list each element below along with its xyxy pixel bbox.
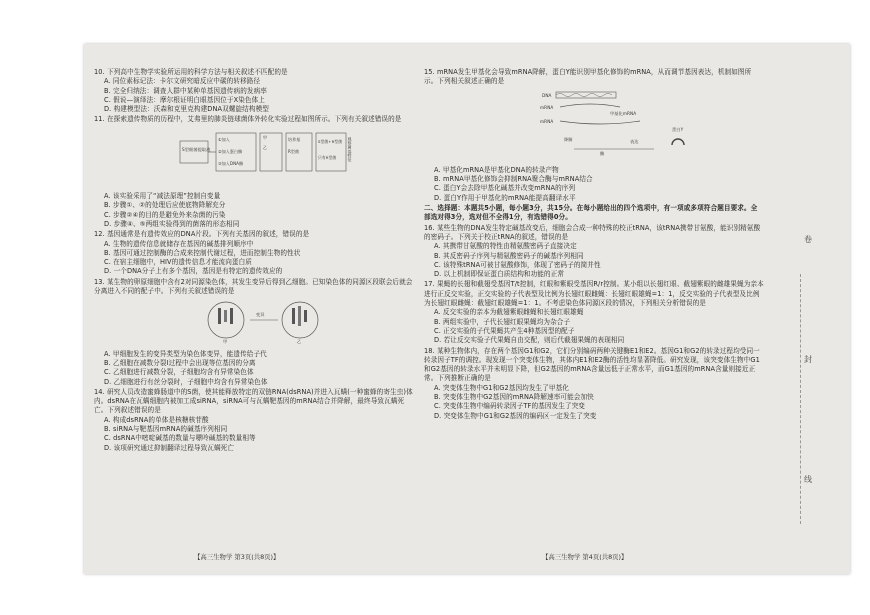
option-c: C. 在宿主细胞中，HIV的遗传信息才能流向蛋白质 <box>104 258 252 267</box>
option-d: D. 蛋白Y作用于甲基化的mRNA能提高翻译水平 <box>434 193 576 202</box>
option-b: B. 两组实验中，子代长翅红眼果蝇均为杂合子 <box>434 317 571 326</box>
section-2-instructions: 二、选择题：本题共5小题，每小题3分，共15分。在每小题给出的四个选项中，有一项或多项符合题目要求。全部选对得3分，选对但不全得1分，有选错得0分。 <box>424 204 758 222</box>
option-a: A. 甲基化mRNA是甲基化DNA的转录产物 <box>434 165 559 174</box>
question-stem: 14. 研究人员改造蜜蜂肠道中的S菌，使其能释放特定的双链RNA(dsRNA)并进入瓦螨(一种蜜蜂的寄生虫)体内。dsRNA在瓦螨细胞内被加工成siRNA，siRNA可与瓦螨靶基因的mRNA结合并降解，最终导致瓦螨死亡。下列叙述错误的是 <box>94 387 413 415</box>
option-b: B. mRNA甲基化修饰会抑制RNA聚合酶与mRNA结合 <box>434 175 593 184</box>
option-b: B. 基因可通过控制酶的合成来控制代谢过程，进而控制生物的性状 <box>104 248 301 257</box>
arrow-label: 变异 <box>256 312 265 318</box>
extract-label: S型细菌提取液 <box>182 146 211 152</box>
culture-label: 培养基 <box>288 136 301 142</box>
option-d: D. 若让反交实验子代果蝇自由交配，则后代截翅果蝇的表现相同 <box>434 336 625 345</box>
option-a: A. 反交实验的亲本为截翅紫眼雌蝇和长翅红眼雄蝇 <box>434 308 584 317</box>
cell-b-label: 乙 <box>297 339 302 345</box>
question-17 <box>424 280 764 345</box>
question-12 <box>94 230 414 276</box>
question-11 <box>94 115 414 229</box>
degrade-label: 降解 <box>564 136 573 142</box>
question-15 <box>424 68 764 203</box>
option-a: A. 生物的遗传信息就储存在基因的碱基排列顺序中 <box>104 239 254 248</box>
option-a: A. 构成dsRNA的单体是核糖核苷酸 <box>104 415 209 424</box>
mid-label-1: 甲 <box>263 134 268 140</box>
option-d: D. 步骤④、⑤两组实验得到的菌落的形态相同 <box>104 219 240 228</box>
transformation-diagram <box>94 127 414 187</box>
question-stem: 13. 某生物的卵原细胞中含有2对同源染色体，其发生变异后得到乙细胞。已知染色体的同源区段联会后就会分离进入不同的配子中。下列有关叙述错误的是 <box>94 277 413 296</box>
option-b: B. 其反密码子序列与精氨酸密码子的碱基序列相同 <box>434 251 584 260</box>
mid-label-2: 乙 <box>263 144 268 150</box>
option-a: A. 甲细胞发生的变异类型为染色体变异，能遗传给子代 <box>104 349 267 358</box>
option-a: A. 该实验采用了“减法原理”控制自变量 <box>104 192 221 201</box>
r-strain-label: R型菌 <box>288 148 300 154</box>
result-2: 只有R型菌 <box>318 154 337 160</box>
question-stem: 10. 下列高中生物学实验所运用的科学方法与相关叙述不匹配的是 <box>94 68 288 76</box>
page-footer-left: 【高三生物学 第3页(共8页)】 <box>194 553 280 561</box>
question-14 <box>94 388 414 453</box>
margin-mark-1: 卷 <box>804 235 812 244</box>
mrna-label-1: mRNA <box>540 104 554 110</box>
option-c: C. 假说—演绎法：摩尔根证明白眼基因位于X染色体上 <box>104 95 265 104</box>
option-d: D. 突变体生物中G1和G2基因的编码区一定发生了突变 <box>434 411 597 420</box>
option-b: B. 突变体生物中G2基因的mRNA降解速率可能会加快 <box>434 393 594 402</box>
result-1: S型菌+R型菌 <box>318 138 343 144</box>
option-c: C. dsRNA中嘧啶碱基的数量与嘌呤碱基的数量相等 <box>104 434 256 443</box>
question-stem: 12. 基因通常是有遗传效应的DNA片段。下列有关基因的叙述，错误的是 <box>94 230 310 239</box>
option-d: D. 乙细胞进行有丝分裂时，子细胞中均含有异常染色体 <box>104 377 268 386</box>
methyl-label: 甲基化mRNA <box>610 110 637 116</box>
option-c: C. 步骤②④的目的是避免外来杂菌的污染 <box>104 210 226 219</box>
page-3-column <box>94 68 414 454</box>
option-a: A. 其携带甘氨酸的特性由精氨酸密码子直接决定 <box>434 242 577 251</box>
option-d: D. 一个DNA分子上有多个基因，基因是有特定的遗传效应的 <box>104 267 283 276</box>
question-stem: 11. 在探索遗传物质的历程中，艾弗里的肺炎链球菌体外转化实验过程如图所示。下列有关叙述错误的是 <box>94 115 402 124</box>
chromosome-diagram <box>94 298 414 344</box>
option-d: D. 该项研究通过抑制翻译过程导致瓦螨死亡 <box>104 443 235 452</box>
option-c: C. 该特殊tRNA可被甘氨酸修饰，体现了密码子的简并性 <box>434 260 601 269</box>
enzyme-label: 酶 <box>600 150 605 156</box>
option-c: C. 蛋白Y会去除甲基化碱基并改变mRNA的序列 <box>434 184 576 193</box>
option-d: D. 以上机制即保证蛋白质结构和功能的正常 <box>434 270 565 279</box>
mrna-mechanism-diagram <box>424 89 764 161</box>
option-b: B. 乙细胞在减数分裂Ⅰ过程中会出现等位基因的分离 <box>104 358 256 367</box>
margin-mark-2: 封 <box>804 355 812 364</box>
dna-label: DNA <box>542 92 552 98</box>
step-1-label: ①加入 <box>218 136 230 142</box>
cell-a-label: 甲 <box>223 339 228 345</box>
question-stem: 17. 果蝇的长翅和截翅受基因T/t控制，红眼和紫眼受基因R/r控制。某小组以长翅红眼、截翅紫眼的雌雄果蝇为亲本进行正反交实验，正交实验的子代表型及比例为长翅红眼雌蝇：长翅红眼雄蝇=1：1，反交实验的子代表型及比例为长翅红眼雌蝇：截翅红眼雄蝇=1：1。不考虑染色体同源区段的情况，下列相关分析错误的是 <box>424 280 764 308</box>
step-3-label: ③加入DNA酶 <box>218 160 244 166</box>
option-c: C. 正交实验的子代果蝇共产生4种基因型的配子 <box>434 326 575 335</box>
question-stem: 16. 某些生物的DNA发生特定碱基改变后，细胞会合成一种特殊的校正tRNA，该tRNA携带甘氨酸，能识别精氨酸的密码子。下列关于校正tRNA的叙述，错误的是 <box>424 223 761 241</box>
option-b: B. siRNA与靶基因mRNA的碱基序列相同 <box>104 425 228 434</box>
mrna-label-2: mRNA <box>540 118 554 124</box>
margin-mark-3: 线 <box>804 475 812 484</box>
option-d: D. 构建模型法：沃森和克里克构建DNA双螺旋结构模型 <box>104 105 269 114</box>
question-stem: 18. 某种生物体内，存在两个基因G1和G2，它们分别编码两种关键酶E1和E2。基因G1和G2的转录过程均受同一转录因子TF的调控。现发现一个突变体生物，其体内E1和E2酶的活性均显著降低。研究发现，该突变体生物中G1和G2基因的转录水平并未明显下降，但G2基因的mRNA含量远低于正常水平，而G1基因的mRNA含量则接近正常。下列推断正确的是 <box>424 346 760 383</box>
exam-sheet <box>84 44 850 574</box>
expression-label: 表达 <box>630 138 639 144</box>
option-c: C. 乙细胞进行减数分裂，子细胞均含有异常染色体 <box>104 368 254 377</box>
question-16 <box>424 224 764 280</box>
question-10 <box>94 68 414 114</box>
question-18 <box>424 347 764 421</box>
step-2-label: ②加入蛋白酶 <box>218 148 243 154</box>
question-stem: 15. mRNA发生甲基化会导致mRNA降解，蛋白Y能识别甲基化修饰的mRNA，从而调节基因表达，机制如图所示。下列相关叙述正确的是 <box>424 68 752 86</box>
option-b: B. 步骤①、②的处理后应使底物降解充分 <box>104 201 226 210</box>
page-4-column <box>424 68 764 422</box>
side-label: 观察菌落特征 <box>347 136 353 162</box>
protein-y-label: 蛋白Y <box>672 126 684 132</box>
option-a: A. 同位素标记法：卡尔文研究暗反应中碳的转移路径 <box>104 77 261 86</box>
option-c: C. 突变体生物中编码转录因子TF的基因发生了突变 <box>434 402 585 411</box>
page-footer-right: 【高三生物学 第4页(共8页)】 <box>542 553 628 561</box>
question-13 <box>94 278 414 387</box>
margin-dashed-line <box>800 274 801 524</box>
binding-margin <box>784 84 844 564</box>
option-b: B. 完全归纳法：调查人群中某种单基因遗传病的发病率 <box>104 86 267 95</box>
option-a: A. 突变体生物中G1和G2基因均发生了甲基化 <box>434 383 569 392</box>
